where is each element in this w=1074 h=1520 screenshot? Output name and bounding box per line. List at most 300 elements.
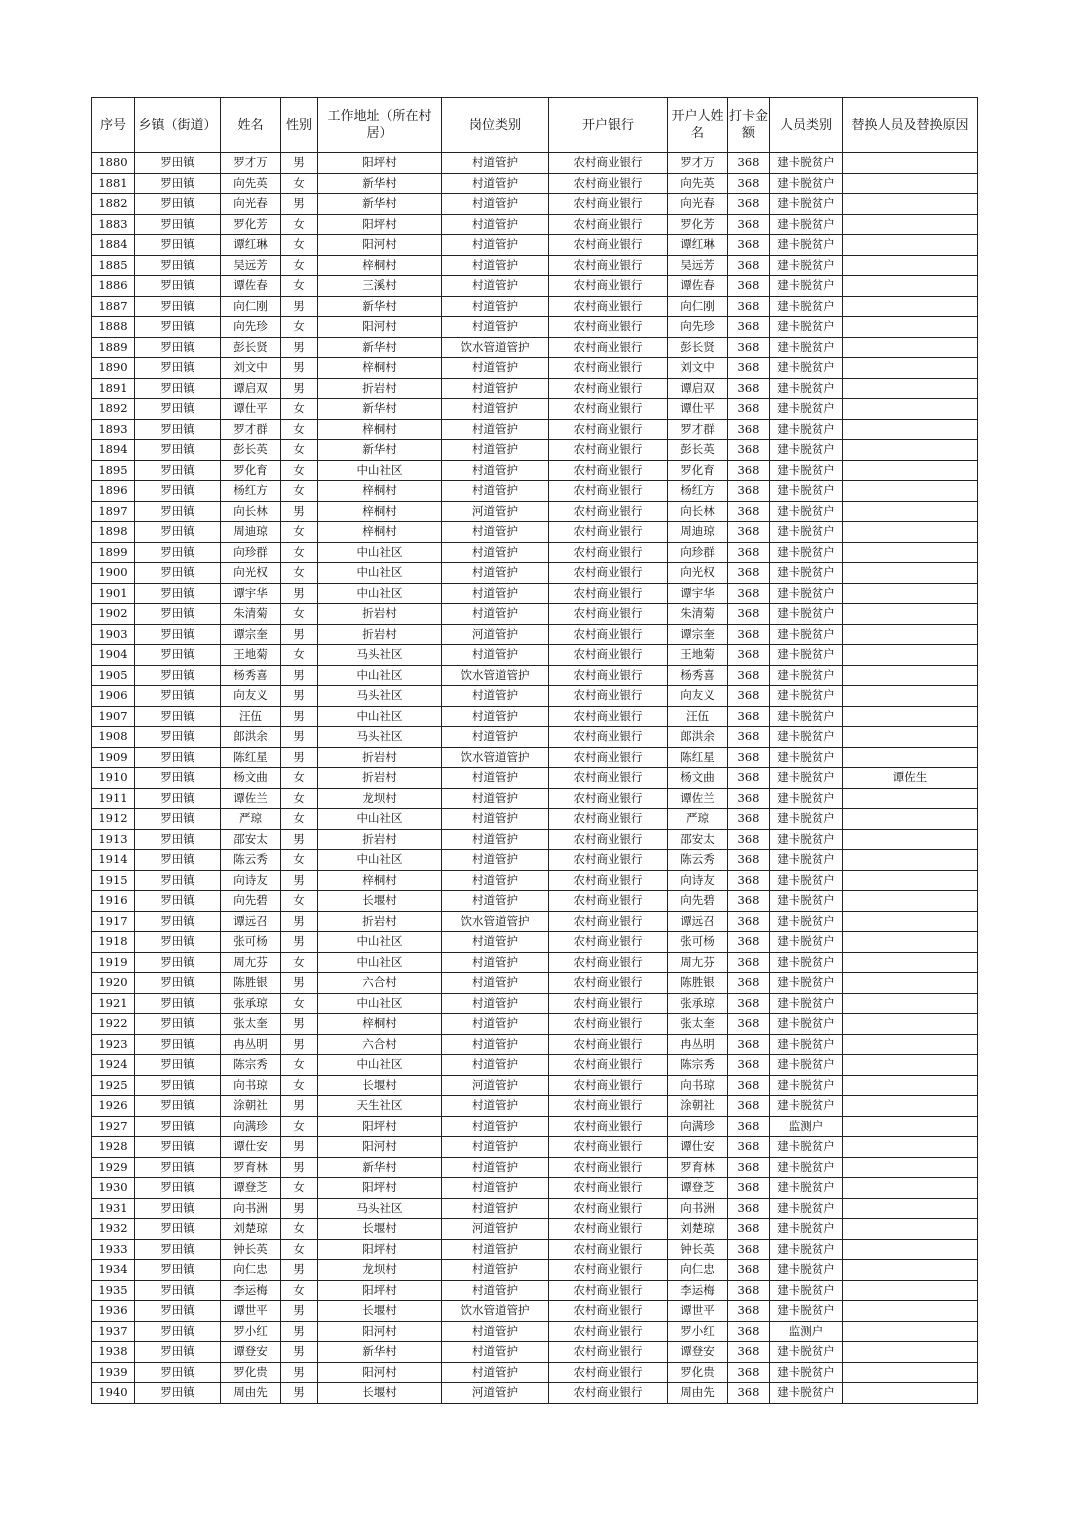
cell-account-holder: 谭启双 bbox=[668, 378, 728, 399]
cell-township: 罗田镇 bbox=[135, 891, 221, 912]
cell-gender: 男 bbox=[281, 1383, 318, 1404]
cell-gender: 男 bbox=[281, 501, 318, 522]
table-row bbox=[92, 173, 978, 194]
cell-gender: 女 bbox=[281, 604, 318, 625]
cell-replacement bbox=[843, 481, 978, 502]
cell-amount: 368 bbox=[728, 419, 770, 440]
cell-work-address: 梓桐村 bbox=[318, 481, 442, 502]
cell-replacement bbox=[843, 419, 978, 440]
cell-post-type: 村道管护 bbox=[442, 1096, 549, 1117]
cell-post-type: 村道管护 bbox=[442, 1239, 549, 1260]
cell-person-category: 建卡脱贫户 bbox=[770, 706, 843, 727]
cell-township: 罗田镇 bbox=[135, 1157, 221, 1178]
cell-township: 罗田镇 bbox=[135, 173, 221, 194]
cell-post-type: 饮水管道管护 bbox=[442, 911, 549, 932]
cell-replacement bbox=[843, 358, 978, 379]
cell-replacement bbox=[843, 1301, 978, 1322]
cell-township: 罗田镇 bbox=[135, 809, 221, 830]
cell-post-type: 村道管护 bbox=[442, 604, 549, 625]
cell-replacement bbox=[843, 952, 978, 973]
cell-account-holder: 向先碧 bbox=[668, 891, 728, 912]
cell-work-address: 阳河村 bbox=[318, 1137, 442, 1158]
cell-amount: 368 bbox=[728, 1034, 770, 1055]
cell-replacement bbox=[843, 829, 978, 850]
cell-post-type: 村道管护 bbox=[442, 460, 549, 481]
cell-person-category: 建卡脱贫户 bbox=[770, 870, 843, 891]
col-header-account-holder: 开户人姓名 bbox=[668, 98, 728, 153]
cell-amount: 368 bbox=[728, 1280, 770, 1301]
cell-index: 1911 bbox=[92, 788, 135, 809]
cell-account-holder: 杨红方 bbox=[668, 481, 728, 502]
cell-account-holder: 向光春 bbox=[668, 194, 728, 215]
cell-work-address: 阳河村 bbox=[318, 235, 442, 256]
cell-account-holder: 郎洪余 bbox=[668, 727, 728, 748]
cell-amount: 368 bbox=[728, 624, 770, 645]
col-header-name: 姓名 bbox=[221, 98, 281, 153]
table-row bbox=[92, 1383, 978, 1404]
cell-post-type: 村道管护 bbox=[442, 542, 549, 563]
cell-township: 罗田镇 bbox=[135, 399, 221, 420]
cell-name: 向光权 bbox=[221, 563, 281, 584]
cell-name: 张太奎 bbox=[221, 1014, 281, 1035]
cell-person-category: 建卡脱贫户 bbox=[770, 1198, 843, 1219]
cell-index: 1900 bbox=[92, 563, 135, 584]
cell-account-holder: 罗小红 bbox=[668, 1321, 728, 1342]
cell-gender: 男 bbox=[281, 624, 318, 645]
cell-name: 陈胜银 bbox=[221, 973, 281, 994]
cell-township: 罗田镇 bbox=[135, 378, 221, 399]
cell-index: 1926 bbox=[92, 1096, 135, 1117]
cell-name: 严琼 bbox=[221, 809, 281, 830]
cell-gender: 女 bbox=[281, 276, 318, 297]
col-header-index: 序号 bbox=[92, 98, 135, 153]
cell-work-address: 中山社区 bbox=[318, 993, 442, 1014]
cell-name: 李运梅 bbox=[221, 1280, 281, 1301]
cell-post-type: 河道管护 bbox=[442, 1219, 549, 1240]
roster-table bbox=[91, 97, 978, 1404]
cell-name: 刘楚琼 bbox=[221, 1219, 281, 1240]
cell-index: 1912 bbox=[92, 809, 135, 830]
cell-account-holder: 彭长英 bbox=[668, 440, 728, 461]
cell-gender: 男 bbox=[281, 337, 318, 358]
cell-replacement bbox=[843, 665, 978, 686]
cell-person-category: 建卡脱贫户 bbox=[770, 809, 843, 830]
table-row bbox=[92, 686, 978, 707]
cell-bank: 农村商业银行 bbox=[549, 604, 668, 625]
table-row bbox=[92, 973, 978, 994]
cell-amount: 368 bbox=[728, 1055, 770, 1076]
cell-amount: 368 bbox=[728, 870, 770, 891]
cell-account-holder: 罗才群 bbox=[668, 419, 728, 440]
cell-replacement bbox=[843, 542, 978, 563]
cell-index: 1887 bbox=[92, 296, 135, 317]
cell-post-type: 村道管护 bbox=[442, 399, 549, 420]
cell-gender: 男 bbox=[281, 1342, 318, 1363]
cell-amount: 368 bbox=[728, 952, 770, 973]
cell-bank: 农村商业银行 bbox=[549, 481, 668, 502]
cell-replacement bbox=[843, 1239, 978, 1260]
cell-amount: 368 bbox=[728, 1014, 770, 1035]
cell-name: 吴远芳 bbox=[221, 255, 281, 276]
cell-post-type: 村道管护 bbox=[442, 870, 549, 891]
cell-index: 1890 bbox=[92, 358, 135, 379]
cell-work-address: 中山社区 bbox=[318, 932, 442, 953]
cell-bank: 农村商业银行 bbox=[549, 973, 668, 994]
cell-replacement bbox=[843, 1280, 978, 1301]
cell-index: 1940 bbox=[92, 1383, 135, 1404]
cell-work-address: 三溪村 bbox=[318, 276, 442, 297]
cell-gender: 男 bbox=[281, 296, 318, 317]
cell-amount: 368 bbox=[728, 768, 770, 789]
cell-gender: 女 bbox=[281, 255, 318, 276]
cell-amount: 368 bbox=[728, 214, 770, 235]
cell-account-holder: 向先英 bbox=[668, 173, 728, 194]
cell-name: 王地菊 bbox=[221, 645, 281, 666]
cell-gender: 男 bbox=[281, 706, 318, 727]
cell-bank: 农村商业银行 bbox=[549, 1260, 668, 1281]
table-row bbox=[92, 788, 978, 809]
cell-township: 罗田镇 bbox=[135, 768, 221, 789]
cell-gender: 男 bbox=[281, 1362, 318, 1383]
cell-person-category: 建卡脱贫户 bbox=[770, 235, 843, 256]
cell-work-address: 中山社区 bbox=[318, 706, 442, 727]
cell-work-address: 中山社区 bbox=[318, 952, 442, 973]
cell-township: 罗田镇 bbox=[135, 563, 221, 584]
cell-account-holder: 谭红琳 bbox=[668, 235, 728, 256]
cell-name: 向珍群 bbox=[221, 542, 281, 563]
cell-person-category: 建卡脱贫户 bbox=[770, 1219, 843, 1240]
cell-account-holder: 彭长贤 bbox=[668, 337, 728, 358]
table-row bbox=[92, 1321, 978, 1342]
cell-work-address: 梓桐村 bbox=[318, 1014, 442, 1035]
cell-work-address: 阳坪村 bbox=[318, 1178, 442, 1199]
cell-bank: 农村商业银行 bbox=[549, 337, 668, 358]
cell-work-address: 新华村 bbox=[318, 1342, 442, 1363]
cell-replacement bbox=[843, 1075, 978, 1096]
cell-account-holder: 杨文曲 bbox=[668, 768, 728, 789]
cell-person-category: 建卡脱贫户 bbox=[770, 583, 843, 604]
cell-work-address: 阳坪村 bbox=[318, 1116, 442, 1137]
cell-name: 谭登芝 bbox=[221, 1178, 281, 1199]
cell-person-category: 建卡脱贫户 bbox=[770, 1260, 843, 1281]
cell-gender: 女 bbox=[281, 173, 318, 194]
cell-amount: 368 bbox=[728, 235, 770, 256]
cell-person-category: 建卡脱贫户 bbox=[770, 522, 843, 543]
cell-account-holder: 刘文中 bbox=[668, 358, 728, 379]
cell-post-type: 村道管护 bbox=[442, 173, 549, 194]
cell-replacement bbox=[843, 1321, 978, 1342]
cell-bank: 农村商业银行 bbox=[549, 993, 668, 1014]
cell-township: 罗田镇 bbox=[135, 1362, 221, 1383]
cell-account-holder: 陈宗秀 bbox=[668, 1055, 728, 1076]
cell-work-address: 梓桐村 bbox=[318, 255, 442, 276]
cell-amount: 368 bbox=[728, 501, 770, 522]
cell-amount: 368 bbox=[728, 1362, 770, 1383]
cell-name: 谭宗奎 bbox=[221, 624, 281, 645]
cell-amount: 368 bbox=[728, 932, 770, 953]
table-row bbox=[92, 624, 978, 645]
cell-name: 陈云秀 bbox=[221, 850, 281, 871]
table-row bbox=[92, 419, 978, 440]
cell-amount: 368 bbox=[728, 255, 770, 276]
cell-township: 罗田镇 bbox=[135, 440, 221, 461]
cell-index: 1920 bbox=[92, 973, 135, 994]
cell-post-type: 河道管护 bbox=[442, 1075, 549, 1096]
cell-township: 罗田镇 bbox=[135, 296, 221, 317]
cell-post-type: 村道管护 bbox=[442, 378, 549, 399]
cell-person-category: 建卡脱贫户 bbox=[770, 1014, 843, 1035]
cell-amount: 368 bbox=[728, 194, 770, 215]
cell-replacement bbox=[843, 440, 978, 461]
cell-gender: 男 bbox=[281, 747, 318, 768]
cell-account-holder: 向书琼 bbox=[668, 1075, 728, 1096]
cell-name: 罗育林 bbox=[221, 1157, 281, 1178]
cell-bank: 农村商业银行 bbox=[549, 542, 668, 563]
cell-amount: 368 bbox=[728, 809, 770, 830]
cell-replacement bbox=[843, 973, 978, 994]
cell-township: 罗田镇 bbox=[135, 1383, 221, 1404]
cell-person-category: 建卡脱贫户 bbox=[770, 255, 843, 276]
cell-bank: 农村商业银行 bbox=[549, 276, 668, 297]
cell-name: 周由先 bbox=[221, 1383, 281, 1404]
cell-work-address: 阳河村 bbox=[318, 317, 442, 338]
cell-township: 罗田镇 bbox=[135, 337, 221, 358]
cell-account-holder: 冉丛明 bbox=[668, 1034, 728, 1055]
table-row bbox=[92, 1239, 978, 1260]
cell-replacement bbox=[843, 1219, 978, 1240]
cell-township: 罗田镇 bbox=[135, 788, 221, 809]
cell-replacement bbox=[843, 173, 978, 194]
cell-person-category: 监测户 bbox=[770, 1116, 843, 1137]
cell-replacement bbox=[843, 624, 978, 645]
table-row bbox=[92, 214, 978, 235]
cell-bank: 农村商业银行 bbox=[549, 1096, 668, 1117]
cell-account-holder: 谭佐春 bbox=[668, 276, 728, 297]
cell-township: 罗田镇 bbox=[135, 1034, 221, 1055]
cell-work-address: 中山社区 bbox=[318, 1055, 442, 1076]
cell-amount: 368 bbox=[728, 645, 770, 666]
cell-work-address: 中山社区 bbox=[318, 583, 442, 604]
cell-account-holder: 吴远芳 bbox=[668, 255, 728, 276]
cell-index: 1929 bbox=[92, 1157, 135, 1178]
cell-work-address: 长堰村 bbox=[318, 1383, 442, 1404]
cell-gender: 男 bbox=[281, 932, 318, 953]
cell-person-category: 建卡脱贫户 bbox=[770, 788, 843, 809]
cell-person-category: 建卡脱贫户 bbox=[770, 1137, 843, 1158]
cell-name: 向仁忠 bbox=[221, 1260, 281, 1281]
table-row bbox=[92, 296, 978, 317]
cell-index: 1901 bbox=[92, 583, 135, 604]
cell-account-holder: 刘楚琼 bbox=[668, 1219, 728, 1240]
cell-bank: 农村商业银行 bbox=[549, 1321, 668, 1342]
cell-post-type: 村道管护 bbox=[442, 1362, 549, 1383]
cell-person-category: 建卡脱贫户 bbox=[770, 1157, 843, 1178]
cell-amount: 368 bbox=[728, 296, 770, 317]
cell-bank: 农村商业银行 bbox=[549, 1362, 668, 1383]
cell-township: 罗田镇 bbox=[135, 665, 221, 686]
cell-township: 罗田镇 bbox=[135, 194, 221, 215]
cell-work-address: 新华村 bbox=[318, 296, 442, 317]
cell-gender: 男 bbox=[281, 378, 318, 399]
cell-work-address: 梓桐村 bbox=[318, 501, 442, 522]
cell-post-type: 村道管护 bbox=[442, 358, 549, 379]
cell-account-holder: 向书洲 bbox=[668, 1198, 728, 1219]
cell-bank: 农村商业银行 bbox=[549, 645, 668, 666]
cell-person-category: 建卡脱贫户 bbox=[770, 1362, 843, 1383]
col-header-person-category: 人员类别 bbox=[770, 98, 843, 153]
cell-person-category: 建卡脱贫户 bbox=[770, 604, 843, 625]
cell-name: 罗才万 bbox=[221, 153, 281, 174]
cell-township: 罗田镇 bbox=[135, 727, 221, 748]
table-row bbox=[92, 378, 978, 399]
cell-name: 谭宇华 bbox=[221, 583, 281, 604]
cell-township: 罗田镇 bbox=[135, 583, 221, 604]
cell-gender: 男 bbox=[281, 1157, 318, 1178]
col-header-township: 乡镇（街道） bbox=[135, 98, 221, 153]
cell-post-type: 村道管护 bbox=[442, 563, 549, 584]
table-row bbox=[92, 481, 978, 502]
cell-account-holder: 向仁忠 bbox=[668, 1260, 728, 1281]
cell-gender: 女 bbox=[281, 317, 318, 338]
cell-replacement bbox=[843, 563, 978, 584]
cell-index: 1903 bbox=[92, 624, 135, 645]
cell-replacement bbox=[843, 1157, 978, 1178]
cell-index: 1931 bbox=[92, 1198, 135, 1219]
cell-person-category: 建卡脱贫户 bbox=[770, 440, 843, 461]
cell-gender: 女 bbox=[281, 481, 318, 502]
cell-township: 罗田镇 bbox=[135, 1096, 221, 1117]
cell-post-type: 村道管护 bbox=[442, 768, 549, 789]
cell-amount: 368 bbox=[728, 440, 770, 461]
cell-post-type: 村道管护 bbox=[442, 1034, 549, 1055]
cell-post-type: 村道管护 bbox=[442, 1178, 549, 1199]
cell-gender: 女 bbox=[281, 1219, 318, 1240]
cell-index: 1899 bbox=[92, 542, 135, 563]
cell-post-type: 村道管护 bbox=[442, 1055, 549, 1076]
cell-index: 1881 bbox=[92, 173, 135, 194]
cell-replacement bbox=[843, 1096, 978, 1117]
cell-township: 罗田镇 bbox=[135, 952, 221, 973]
cell-township: 罗田镇 bbox=[135, 460, 221, 481]
cell-post-type: 村道管护 bbox=[442, 419, 549, 440]
cell-index: 1938 bbox=[92, 1342, 135, 1363]
cell-work-address: 长堰村 bbox=[318, 1075, 442, 1096]
cell-work-address: 新华村 bbox=[318, 440, 442, 461]
cell-amount: 368 bbox=[728, 911, 770, 932]
cell-amount: 368 bbox=[728, 358, 770, 379]
cell-index: 1884 bbox=[92, 235, 135, 256]
table-row bbox=[92, 153, 978, 174]
cell-work-address: 阳河村 bbox=[318, 1362, 442, 1383]
cell-person-category: 建卡脱贫户 bbox=[770, 460, 843, 481]
cell-account-holder: 向友义 bbox=[668, 686, 728, 707]
cell-bank: 农村商业银行 bbox=[549, 296, 668, 317]
cell-name: 谭世平 bbox=[221, 1301, 281, 1322]
table-row bbox=[92, 809, 978, 830]
cell-township: 罗田镇 bbox=[135, 1075, 221, 1096]
cell-gender: 男 bbox=[281, 1301, 318, 1322]
cell-township: 罗田镇 bbox=[135, 276, 221, 297]
cell-bank: 农村商业银行 bbox=[549, 1342, 668, 1363]
cell-name: 向先珍 bbox=[221, 317, 281, 338]
cell-post-type: 村道管护 bbox=[442, 952, 549, 973]
cell-name: 向光春 bbox=[221, 194, 281, 215]
cell-person-category: 建卡脱贫户 bbox=[770, 1055, 843, 1076]
cell-amount: 368 bbox=[728, 153, 770, 174]
cell-replacement bbox=[843, 706, 978, 727]
table-row bbox=[92, 337, 978, 358]
cell-bank: 农村商业银行 bbox=[549, 768, 668, 789]
cell-post-type: 村道管护 bbox=[442, 481, 549, 502]
table-row bbox=[92, 255, 978, 276]
cell-work-address: 折岩村 bbox=[318, 829, 442, 850]
cell-account-holder: 王地菊 bbox=[668, 645, 728, 666]
cell-amount: 368 bbox=[728, 317, 770, 338]
cell-person-category: 建卡脱贫户 bbox=[770, 911, 843, 932]
cell-account-holder: 罗化芳 bbox=[668, 214, 728, 235]
cell-bank: 农村商业银行 bbox=[549, 563, 668, 584]
cell-replacement bbox=[843, 378, 978, 399]
cell-gender: 女 bbox=[281, 993, 318, 1014]
cell-name: 陈红星 bbox=[221, 747, 281, 768]
cell-name: 谭登安 bbox=[221, 1342, 281, 1363]
cell-index: 1896 bbox=[92, 481, 135, 502]
cell-name: 向书洲 bbox=[221, 1198, 281, 1219]
cell-account-holder: 邵安太 bbox=[668, 829, 728, 850]
cell-work-address: 中山社区 bbox=[318, 665, 442, 686]
cell-gender: 女 bbox=[281, 1055, 318, 1076]
cell-gender: 男 bbox=[281, 973, 318, 994]
cell-township: 罗田镇 bbox=[135, 686, 221, 707]
col-header-bank: 开户银行 bbox=[549, 98, 668, 153]
table-row bbox=[92, 1178, 978, 1199]
cell-name: 郎洪余 bbox=[221, 727, 281, 748]
cell-person-category: 建卡脱贫户 bbox=[770, 1342, 843, 1363]
cell-replacement bbox=[843, 1055, 978, 1076]
cell-township: 罗田镇 bbox=[135, 1055, 221, 1076]
cell-post-type: 饮水管道管护 bbox=[442, 1301, 549, 1322]
cell-replacement bbox=[843, 870, 978, 891]
cell-account-holder: 罗育林 bbox=[668, 1157, 728, 1178]
cell-account-holder: 钟长英 bbox=[668, 1239, 728, 1260]
cell-name: 张可杨 bbox=[221, 932, 281, 953]
cell-gender: 女 bbox=[281, 460, 318, 481]
table-row bbox=[92, 235, 978, 256]
cell-account-holder: 谭远召 bbox=[668, 911, 728, 932]
cell-township: 罗田镇 bbox=[135, 153, 221, 174]
cell-work-address: 梓桐村 bbox=[318, 419, 442, 440]
cell-account-holder: 向长林 bbox=[668, 501, 728, 522]
cell-index: 1883 bbox=[92, 214, 135, 235]
cell-index: 1907 bbox=[92, 706, 135, 727]
cell-replacement bbox=[843, 276, 978, 297]
table-row bbox=[92, 706, 978, 727]
table-body bbox=[92, 153, 978, 1404]
cell-bank: 农村商业银行 bbox=[549, 440, 668, 461]
cell-bank: 农村商业银行 bbox=[549, 932, 668, 953]
cell-township: 罗田镇 bbox=[135, 542, 221, 563]
cell-bank: 农村商业银行 bbox=[549, 788, 668, 809]
cell-index: 1908 bbox=[92, 727, 135, 748]
cell-bank: 农村商业银行 bbox=[549, 891, 668, 912]
cell-replacement bbox=[843, 1116, 978, 1137]
cell-gender: 男 bbox=[281, 665, 318, 686]
table-row bbox=[92, 1096, 978, 1117]
cell-name: 向仁刚 bbox=[221, 296, 281, 317]
cell-person-category: 建卡脱贫户 bbox=[770, 1075, 843, 1096]
cell-township: 罗田镇 bbox=[135, 358, 221, 379]
cell-person-category: 建卡脱贫户 bbox=[770, 645, 843, 666]
